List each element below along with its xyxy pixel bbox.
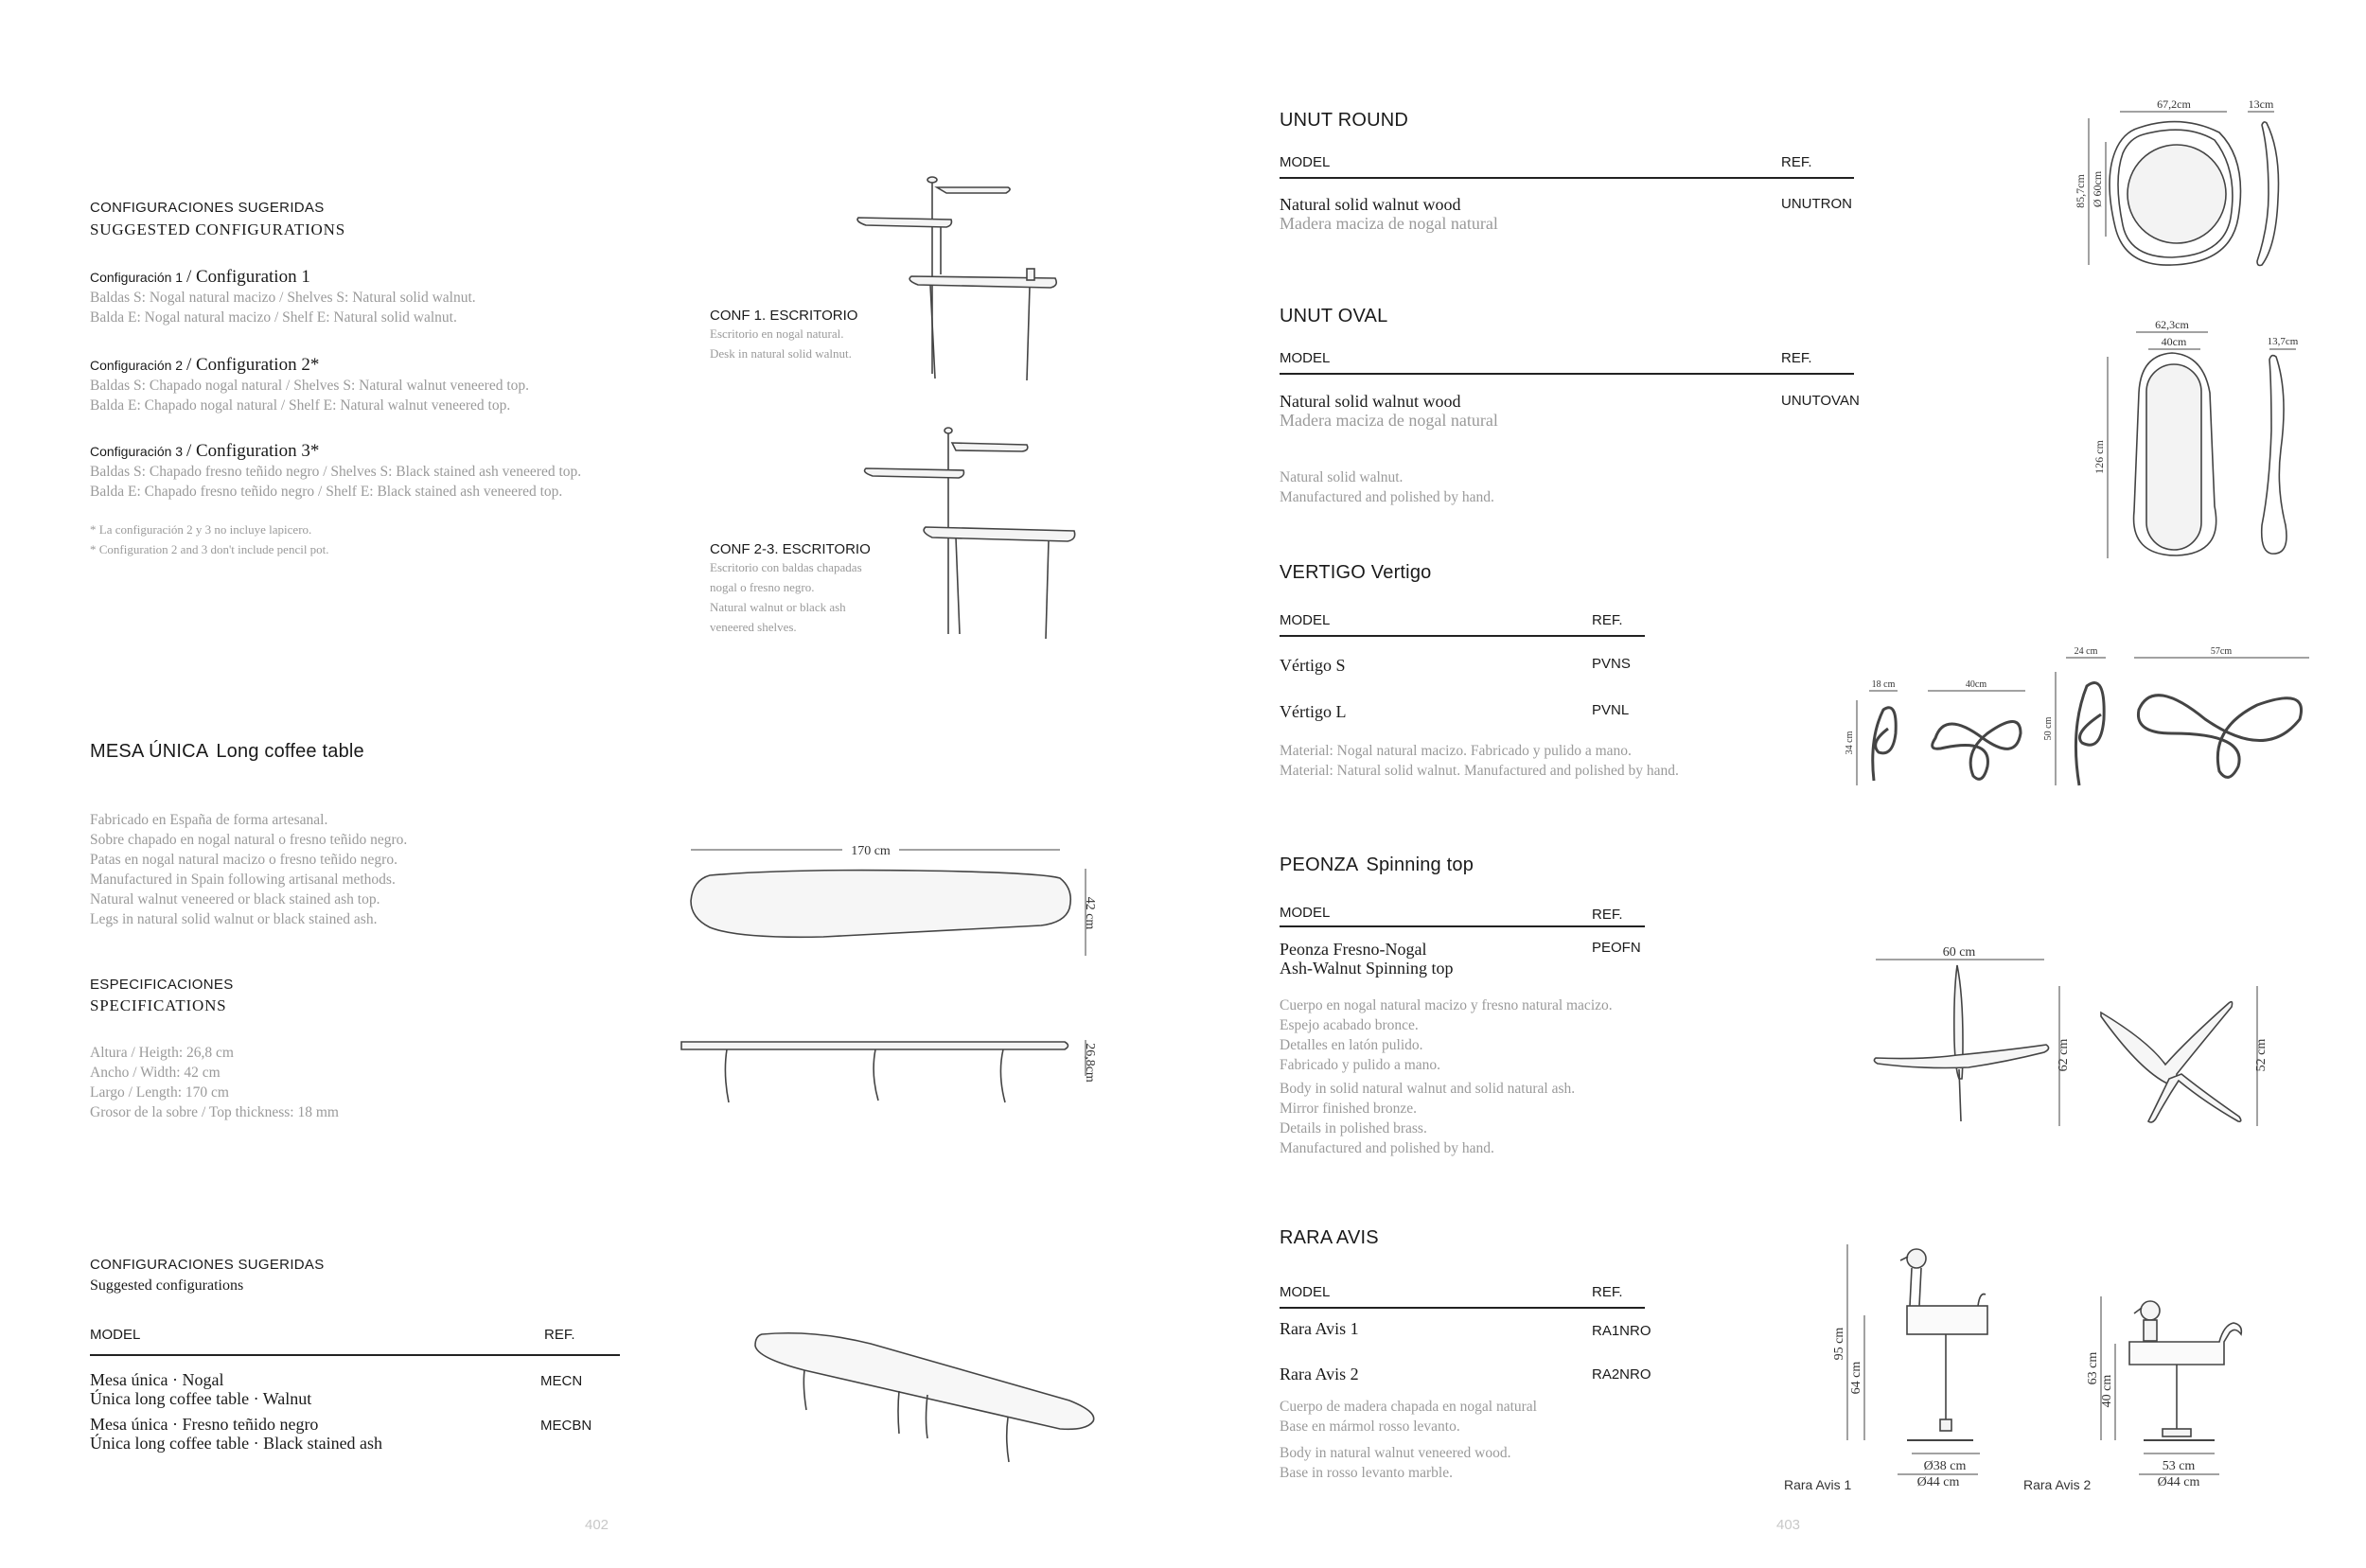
note-line: Cuerpo en nogal natural macizo y fresno natural macizo.: [1280, 997, 1613, 1013]
config-1-line: Balda E: Nogal natural macizo / Shelf E: Natural solid walnut.: [90, 309, 457, 326]
note-line: Natural solid walnut.: [1280, 469, 1404, 485]
row-ref: RA2NRO: [1592, 1366, 1651, 1383]
dim-s-depth: 18 cm: [1871, 679, 1896, 690]
peonza-drawing: [1864, 937, 2271, 1136]
vertigo-rule: [1280, 635, 1645, 637]
note-line: Espejo acabado bronce.: [1280, 1017, 1419, 1033]
mesa-configs-header-es: CONFIGURACIONES SUGERIDAS: [90, 1257, 325, 1273]
unut-oval-title: UNUT OVAL: [1280, 306, 1388, 326]
table-row: [1280, 195, 1498, 233]
table-top-view-drawing: [681, 833, 1107, 965]
vertigo-title: VERTIGO Vertigo: [1280, 562, 1432, 583]
dim2-h1: 63 cm: [2086, 1351, 2100, 1385]
note-line: Detalles en latón pulido.: [1280, 1037, 1423, 1053]
row-model-en: Única long coffee table · Walnut: [90, 1389, 312, 1408]
vertigo-notes: [1280, 741, 1679, 781]
unut-round-col-model: MODEL: [1280, 154, 1331, 170]
note-line: Fabricado y pulido a mano.: [1280, 1057, 1441, 1073]
note-line: Details in polished brass.: [1280, 1120, 1427, 1136]
table-row: [1280, 392, 1498, 430]
row-model-es: Madera maciza de nogal natural: [1280, 214, 1498, 233]
dim-depth: 13cm: [2248, 97, 2274, 111]
mesa-table-rule: [90, 1354, 620, 1356]
row-model-en: Ash-Walnut Spinning top: [1280, 959, 1454, 978]
peonza-col-model: MODEL: [1280, 905, 1331, 921]
table-row: [1280, 940, 1454, 978]
spec-line: Ancho / Width: 42 cm: [90, 1065, 221, 1081]
mesa-description: [90, 810, 407, 929]
unut-oval-drawing: [2082, 317, 2300, 563]
dim-l-depth: 24 cm: [2074, 646, 2098, 657]
dim1-h1: 95 cm: [1832, 1327, 1846, 1361]
note-line: Material: Natural solid walnut. Manufactured and polished by hand.: [1280, 763, 1679, 779]
config-note: * La configuración 2 y 3 no incluye lapicero.: [90, 522, 312, 537]
mesa-desc-line: Legs in natural solid walnut or black stained ash.: [90, 911, 378, 927]
row-ref: UNUTRON: [1781, 196, 1852, 212]
spec-header-en: SPECIFICATIONS: [90, 996, 227, 1014]
dim1-d1: Ø38 cm: [1923, 1459, 1967, 1473]
dim-height-2: 52 cm: [2254, 1038, 2269, 1072]
row-ref: PEOFN: [1592, 940, 1641, 956]
unut-oval-notes: [1280, 467, 1494, 507]
mesa-configs-header-en: Suggested configurations: [90, 1277, 244, 1294]
row-model: Peonza Fresno-Nogal: [1280, 940, 1427, 959]
config-2-line: Balda E: Chapado nogal natural / Shelf E: Natural walnut veneered top.: [90, 397, 511, 414]
spec-line: Altura / Heigth: 26,8 cm: [90, 1045, 234, 1061]
config-3-line: Balda E: Chapado fresno teñido negro / Shelf E: Black stained ash veneered top.: [90, 484, 563, 500]
note-line: Manufactured and polished by hand.: [1280, 1140, 1494, 1156]
rara-label-2: Rara Avis 2: [2023, 1477, 2092, 1492]
dim-height: 85,7cm: [2074, 174, 2087, 208]
spec-header-es: ESPECIFICACIONES: [90, 977, 234, 993]
dim-depth: 13,7cm: [2267, 336, 2299, 347]
note-line: Body in natural walnut veneered wood.: [1280, 1445, 1511, 1461]
rara-col-ref: REF.: [1592, 1284, 1623, 1300]
unut-oval-col-ref: REF.: [1781, 350, 1812, 366]
row-model: Mesa única · Fresno teñido negro: [90, 1415, 319, 1434]
conf1-line: Escritorio en nogal natural.: [710, 326, 844, 341]
config-note: * Configuration 2 and 3 don't include pencil pot.: [90, 542, 329, 556]
unut-oval-rule: [1280, 373, 1854, 375]
rara-rule: [1280, 1307, 1645, 1309]
conf23-line: nogal o fresno negro.: [710, 580, 815, 594]
dim1-d2: Ø44 cm: [1916, 1475, 1960, 1489]
config-2-label-es: Configuración 2: [90, 358, 184, 373]
desk-conf1-drawing: [847, 170, 1065, 383]
peonza-col-ref: REF.: [1592, 907, 1623, 923]
dim-width: 67,2cm: [2157, 97, 2191, 111]
page-number-right: 403: [1776, 1517, 1801, 1533]
conf1-line: Desk in natural solid walnut.: [710, 346, 852, 361]
row-model: Vértigo L: [1280, 702, 1347, 721]
dim-l-width: 57cm: [2210, 646, 2233, 657]
dim1-h2: 64 cm: [1849, 1361, 1863, 1395]
unut-round-rule: [1280, 177, 1854, 179]
dim-diameter: Ø 60cm: [2091, 170, 2104, 208]
config-1: [90, 267, 476, 327]
desk-conf23-drawing: [861, 426, 1084, 643]
mesa-desc-line: Sobre chapado en nogal natural o fresno teñido negro.: [90, 832, 408, 848]
row-model: Natural solid walnut wood: [1280, 392, 1461, 411]
dim-length: 170 cm: [851, 844, 891, 858]
rara-notes-en: [1280, 1443, 1511, 1483]
dim-s-width: 40cm: [1965, 679, 1987, 690]
dim-inner: 40cm: [2161, 335, 2187, 348]
peonza-rule: [1280, 925, 1645, 927]
config-3-label-en: / Configuration 3*: [185, 441, 320, 461]
row-ref: RA1NRO: [1592, 1323, 1651, 1339]
note-line: Base in rosso levanto marble.: [1280, 1465, 1453, 1481]
vertigo-col-ref: REF.: [1592, 612, 1623, 628]
mesa-title-en: Long coffee table: [216, 741, 364, 762]
page-number-left: 402: [585, 1517, 609, 1533]
row-ref: PVNS: [1592, 656, 1631, 672]
unut-round-title: UNUT ROUND: [1280, 110, 1409, 131]
mesa-desc-line: Manufactured in Spain following artisanal methods.: [90, 872, 396, 888]
note-line: Base en mármol rosso levanto.: [1280, 1418, 1460, 1435]
row-model: Rara Avis 2: [1280, 1365, 1359, 1383]
peonza-title-es: PEONZA: [1280, 854, 1359, 875]
table-side-view-drawing: [681, 1036, 1107, 1112]
dim-l-height: 50 cm: [2043, 716, 2054, 741]
mesa-desc-line: Natural walnut veneered or black stained ash top.: [90, 891, 380, 907]
row-ref: PVNL: [1592, 702, 1630, 718]
conf23-caption: [710, 541, 871, 637]
config-1-label-en: / Configuration 1: [185, 267, 310, 287]
config-2-label-en: / Configuration 2*: [185, 355, 320, 375]
dim2-d2: Ø44 cm: [2157, 1475, 2200, 1489]
unut-round-col-ref: REF.: [1781, 154, 1812, 170]
dim-height: 126 cm: [2092, 440, 2106, 474]
conf1-title: CONF 1. ESCRITORIO: [710, 308, 858, 324]
dim2-h2: 40 cm: [2100, 1374, 2114, 1408]
spec-line: Largo / Length: 170 cm: [90, 1084, 229, 1101]
vertigo-col-model: MODEL: [1280, 612, 1331, 628]
mesa-title-es: MESA ÚNICA: [90, 741, 209, 762]
note-line: Body in solid natural walnut and solid natural ash.: [1280, 1081, 1576, 1097]
note-line: Manufactured and polished by hand.: [1280, 489, 1494, 505]
rara-notes-es: [1280, 1397, 1537, 1436]
note-line: Cuerpo de madera chapada en nogal natural: [1280, 1399, 1537, 1415]
configs-header-es: CONFIGURACIONES SUGERIDAS: [90, 200, 325, 216]
config-2: [90, 355, 529, 415]
unut-round-drawing: [2068, 95, 2295, 284]
rara-col-model: MODEL: [1280, 1284, 1331, 1300]
mesa-desc-line: Fabricado en España de forma artesanal.: [90, 812, 328, 828]
row-ref: MECBN: [540, 1418, 592, 1434]
table-row: [90, 1415, 382, 1453]
mesa-specs: [90, 1043, 339, 1122]
dim-width: 42 cm: [1083, 896, 1097, 930]
table-perspective-drawing: [748, 1325, 1107, 1476]
config-1-label-es: Configuración 1: [90, 270, 184, 285]
dim-s-height: 34 cm: [1845, 731, 1855, 755]
config-1-line: Baldas S: Nogal natural macizo / Shelves S: Natural solid walnut.: [90, 290, 476, 306]
peonza-title: [1280, 854, 1474, 876]
row-model-es: Madera maciza de nogal natural: [1280, 411, 1498, 430]
row-model: Natural solid walnut wood: [1280, 195, 1461, 214]
config-3: [90, 441, 581, 502]
row-model: Vértigo S: [1280, 656, 1346, 675]
config-notes: [90, 520, 329, 559]
conf23-title: CONF 2-3. ESCRITORIO: [710, 541, 871, 557]
mesa-title: [90, 741, 364, 763]
dim2-d1: 53 cm: [2162, 1459, 2196, 1473]
row-ref: UNUTOVAN: [1781, 393, 1860, 409]
vertigo-drawing: [1831, 643, 2314, 795]
row-model-en: Única long coffee table · Black stained ash: [90, 1434, 383, 1453]
conf23-line: Escritorio con baldas chapadas: [710, 560, 862, 574]
dim-width: 60 cm: [1942, 945, 1976, 960]
unut-oval-col-model: MODEL: [1280, 350, 1331, 366]
peonza-title-en: Spinning top: [1366, 854, 1474, 875]
mesa-col-model: MODEL: [90, 1327, 141, 1343]
conf23-line: Natural walnut or black ash: [710, 600, 846, 614]
conf1-caption: [710, 308, 857, 363]
row-model: Rara Avis 1: [1280, 1319, 1359, 1338]
config-3-label-es: Configuración 3: [90, 444, 184, 459]
spec-line: Grosor de la sobre / Top thickness: 18 mm: [90, 1104, 339, 1120]
mesa-desc-line: Patas en nogal natural macizo o fresno teñido negro.: [90, 852, 397, 868]
dim-width: 62,3cm: [2155, 318, 2189, 331]
rara-label-1: Rara Avis 1: [1784, 1477, 1852, 1492]
config-2-line: Baldas S: Chapado nogal natural / Shelves S: Natural walnut veneered top.: [90, 378, 530, 394]
row-ref: MECN: [540, 1373, 583, 1389]
peonza-notes-es: [1280, 995, 1613, 1075]
dim-height-1: 62 cm: [2057, 1038, 2071, 1072]
dim-height: 26,8cm: [1083, 1043, 1097, 1083]
rara-avis-title: RARA AVIS: [1280, 1227, 1379, 1248]
mesa-col-ref: REF.: [544, 1327, 575, 1343]
rara-avis-drawing: [1779, 1240, 2271, 1495]
config-3-line: Baldas S: Chapado fresno teñido negro / Shelves S: Black stained ash veneered top.: [90, 464, 582, 480]
configs-header-en: SUGGESTED CONFIGURATIONS: [90, 220, 345, 238]
table-row: [90, 1370, 311, 1408]
note-line: Material: Nogal natural macizo. Fabricado y pulido a mano.: [1280, 743, 1632, 759]
note-line: Mirror finished bronze.: [1280, 1101, 1418, 1117]
peonza-notes-en: [1280, 1079, 1575, 1158]
row-model: Mesa única · Nogal: [90, 1370, 224, 1389]
conf23-line: veneered shelves.: [710, 620, 797, 634]
